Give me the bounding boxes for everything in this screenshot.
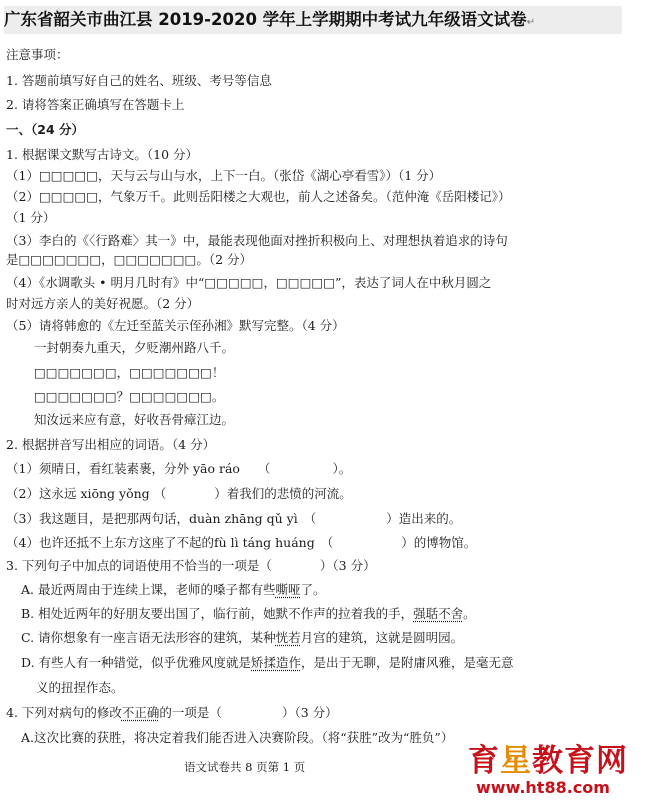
pinyin-3: duàn zhāng qǔ yì	[188, 511, 298, 526]
note-item-1: 1. 答题前填写好自己的姓名、班级、考号等信息	[6, 73, 272, 88]
exam-title: 广东省韶关市曲江县 2019-2020 学年上学期期中考试九年级语文试卷↵	[4, 6, 622, 34]
q1-sub-3: （3）李白的《〈行路难〉其一》中，最能表现他面对挫折积极向上、对理想执着追求的诗句	[6, 233, 508, 248]
poem-line-3: □□□□□□□？□□□□□□□。	[34, 389, 225, 404]
q4-option-a: A.这次比赛的获胜，将决定着我们能否进入决赛阶段。（将“获胜”改为“胜负”）	[21, 730, 454, 745]
notes-heading: 注意事项：	[6, 47, 69, 62]
q1-sub-4: （4）《水调歌头 • 明月几时有》中“□□□□□，□□□□□”，表达了词人在中秋月圆之	[6, 275, 492, 290]
q2-stem: 2. 根据拼音写出相应的词语。（4 分）	[6, 437, 216, 452]
pinyin-4: fù lì táng huáng	[213, 535, 315, 550]
watermark-logo: 育星教育网 www.ht88.com	[468, 743, 628, 797]
q1-sub-2: （2）□□□□□，气象万千。此则岳阳楼之大观也，前人之述备矣。（范仲淹《岳阳楼记》）	[6, 189, 511, 204]
q2-sub-2: （2）这永远 xiōng yǒng （ ）着我们的悲愤的河流。	[6, 486, 352, 501]
q3-option-a: A. 最近两周由于连续上课，老师的嗓子都有些嘶哑了。	[21, 582, 326, 597]
q1-sub-4-cont: 时对远方亲人的美好祝愿。（2 分）	[6, 296, 200, 311]
paragraph-mark-icon: ↵	[526, 17, 536, 28]
section-heading-1: 一、（24 分）	[6, 122, 84, 137]
q1-stem: 1. 根据课文默写古诗文。（10 分）	[6, 147, 199, 162]
pinyin-1: yāo ráo	[192, 461, 240, 476]
q3-option-d: D. 有些人有一种错觉，似乎优雅风度就是矫揉造作，是出于无聊，是附庸风雅，是毫无意	[21, 655, 514, 670]
q3-option-b: B. 相处近两年的好朋友要出国了，临行前，她默不作声的拉着我的手，强聒不舍。	[21, 606, 476, 621]
poem-line-1: 一封朝奏九重天，夕贬潮州路八千。	[34, 340, 235, 355]
q3-option-d-cont: 义的扭捏作态。	[36, 680, 124, 695]
pinyin-2: xiōng yǒng	[80, 486, 150, 501]
q3-stem: 3. 下列句子中加点的词语使用不恰当的一项是（ ）（3 分）	[6, 558, 376, 573]
poem-line-2: □□□□□□□，□□□□□□□！	[34, 365, 225, 380]
q3-option-c: C. 请你想象有一座言语无法形容的建筑，某种恍若月宫的建筑，这就是圆明园。	[21, 630, 464, 645]
q1-sub-2-cont: （1 分）	[6, 210, 56, 225]
q2-sub-3: （3）我这题目，是把那两句话，duàn zhāng qǔ yì （ ）造出来的。	[6, 511, 462, 526]
q4-stem: 4. 下列对病句的修改不正确的一项是（ ）（3 分）	[6, 705, 338, 720]
q2-sub-1: （1）须晴日，看红装素裹，分外 yāo ráo （ ）。	[6, 461, 352, 476]
page-footer: 语文试卷共 8 页第 1 页	[184, 760, 306, 774]
q1-sub-5: （5）请将韩愈的《左迁至蓝关示侄孙湘》默写完整。（4 分）	[6, 318, 345, 333]
poem-line-4: 知汝远来应有意，好收吾骨瘴江边。	[34, 412, 235, 427]
q1-sub-1: （1）□□□□□，天与云与山与水，上下一白。（张岱《湖心亭看雪》）（1 分）	[6, 168, 442, 183]
q2-sub-4: （4）也许还抵不上东方这座了不起的fù lì táng huáng （ ）的博物馆。	[6, 535, 477, 550]
note-item-2: 2. 请将答案正确填写在答题卡上	[6, 97, 185, 112]
q1-sub-3-cont: 是□□□□□□□，□□□□□□□。（2 分）	[6, 252, 253, 267]
